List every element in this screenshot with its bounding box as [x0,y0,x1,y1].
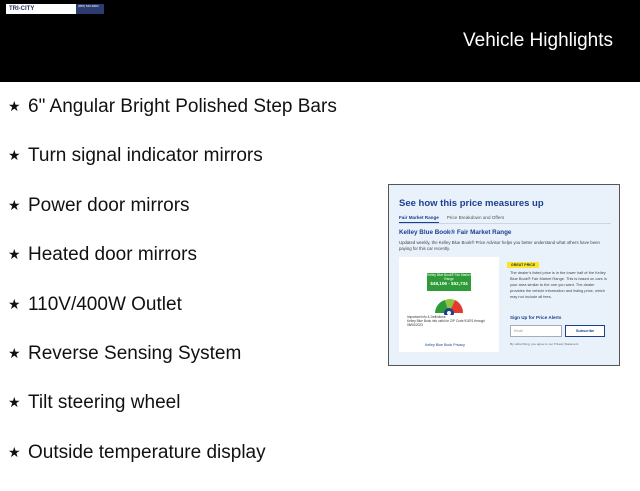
feature-item [8,96,337,145]
kbb-title: See how this price measures up [399,198,544,209]
divider [399,223,611,224]
feature-item [8,145,337,194]
feature-label: Outside temperature display [28,441,266,463]
dealer-logo[interactable] [6,4,104,14]
feature-item [8,442,337,491]
validity-text: Kelley Blue Book info valid for ZIP Code 91876 through 08/06/2023 [407,319,485,327]
logo-text: TRI-CITY [6,4,76,14]
feature-item [8,392,337,441]
price-range-box [427,273,471,291]
alerts-title: Sign Up for Price Alerts [510,315,562,320]
star-icon: ★ [8,196,21,213]
star-icon: ★ [8,344,21,361]
subscribe-button[interactable]: Subscribe [565,325,605,337]
kbb-gauge-panel [399,257,499,352]
price-range-label: Kelley Blue Book® Fair Market Range [427,273,471,281]
info-definitions-link[interactable]: Important Info & Definitions [407,315,446,319]
kbb-subtitle: Kelley Blue Book® Fair Market Range [399,229,512,236]
star-icon: ★ [8,147,21,164]
feature-item [8,195,337,244]
feature-label: Tilt steering wheel [28,392,181,414]
feature-item [8,294,337,343]
page-title: Vehicle Highlights [463,30,613,51]
kbb-price-widget[interactable] [388,184,620,366]
price-explanation: The dealer's listed price is in the lower half of the Kelley Blue Book® Fair Market Range. This is based on cars in your area similar to the one you want. The dealer provides the vehicle information and listing price, which may not include all fees. [510,270,607,299]
kbb-details-panel [507,257,611,352]
feature-item [8,244,337,293]
kbb-info [407,315,497,327]
email-field[interactable]: Email [510,325,562,337]
feature-label: Power door mirrors [28,194,190,216]
kbb-description: Updated weekly, the Kelley Blue Book® Price Advisor helps you better understand what others have been paying for this car recently. [399,240,600,251]
feature-label: Turn signal indicator mirrors [28,145,263,167]
logo-phone: (855) 540-8484 [76,4,104,14]
star-icon: ★ [8,98,21,114]
star-icon: ★ [8,295,21,312]
feature-label: Heated door mirrors [28,244,197,266]
header-bar [0,0,640,82]
feature-list [8,96,337,491]
feature-label: 6" Angular Bright Polished Step Bars [28,96,337,117]
star-icon: ★ [8,246,21,263]
gauge-icon [429,291,469,315]
feature-label: 110V/400W Outlet [28,293,182,315]
feature-label: Reverse Sensing System [28,342,242,364]
tab-fair-market-range[interactable]: Fair Market Range [399,215,439,223]
feature-item [8,343,337,392]
great-price-badge: GREAT PRICE [507,262,539,268]
price-range-value: $48,106 - $52,734 [430,281,468,286]
star-icon: ★ [8,394,21,411]
fine-print: By subscribing, you agree to our Privacy Statement [510,342,579,346]
kbb-tabs [399,215,512,223]
privacy-link[interactable]: Kelley Blue Book Privacy [425,343,465,347]
star-icon: ★ [8,443,21,460]
tab-price-breakdown[interactable]: Price Breakdown and Offers [446,215,505,220]
